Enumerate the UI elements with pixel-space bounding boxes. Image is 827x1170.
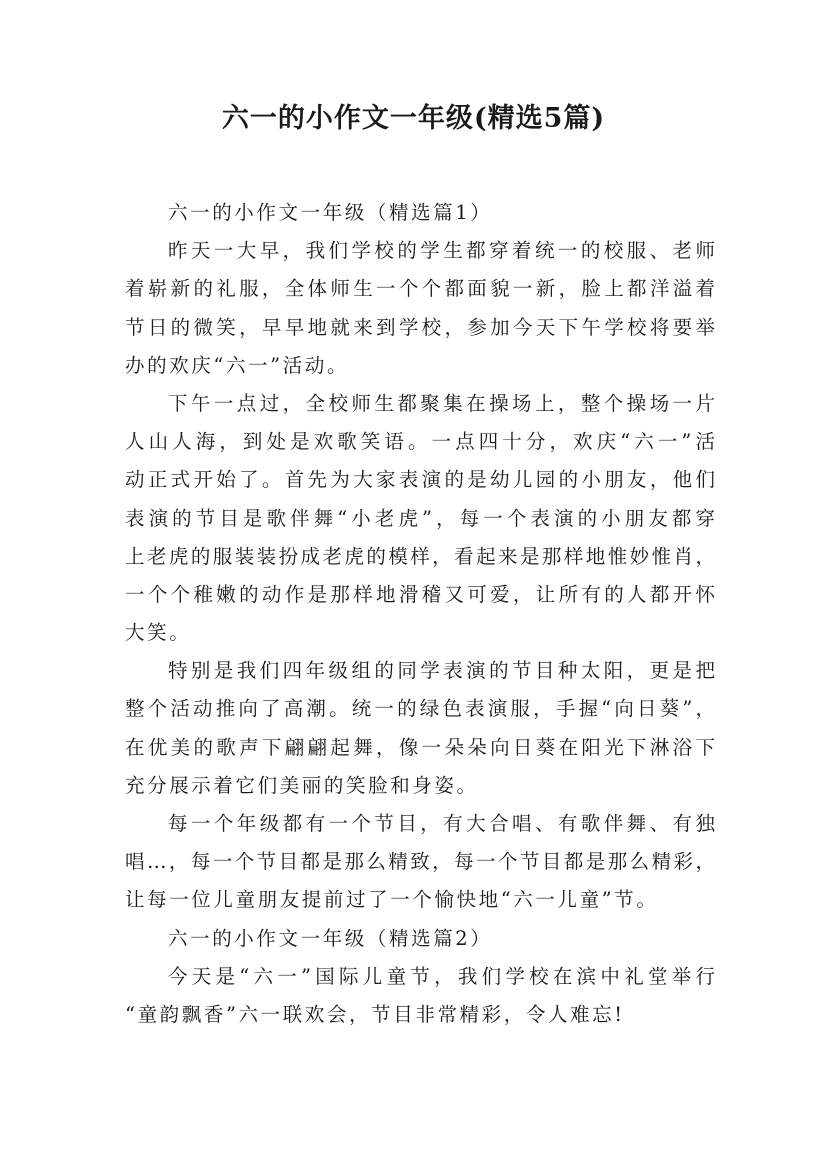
text-line: 特别是我们四年级组的同学表演的节目种太阳，更是把 <box>168 659 715 683</box>
text-line: 整个活动推向了高潮。统一的绿色表演服，手握“向日葵”， <box>125 697 715 721</box>
text-line: 动正式开始了。首先为大家表演的是幼儿园的小朋友，他们 <box>125 468 715 492</box>
text-line: 人山人海，到处是欢歌笑语。一点四十分，欢庆“六一”活 <box>125 430 715 454</box>
document-body <box>125 194 715 1034</box>
text-line: 节日的微笑，早早地就来到学校，参加今天下午学校将要举 <box>125 315 715 339</box>
text-line: 昨天一大早，我们学校的学生都穿着统一的校服、老师 <box>168 239 715 263</box>
text-line: 唱…，每一个节目都是那么精致，每一个节目都是那么精彩， <box>125 850 715 874</box>
text-line: 上老虎的服装装扮成老虎的模样，看起来是那样地惟妙惟肖， <box>125 544 715 568</box>
text-line: 表演的节目是歌伴舞“小老虎”，每一个表演的小朋友都穿 <box>125 506 715 530</box>
text-line: 一个个稚嫩的动作是那样地滑稽又可爱，让所有的人都开怀 <box>125 582 715 606</box>
text-line: 大笑。 <box>125 621 192 645</box>
text-line: 在优美的歌声下翩翩起舞，像一朵朵向日葵在阳光下淋浴下 <box>125 735 715 759</box>
text-line: 充分展示着它们美丽的笑脸和身姿。 <box>125 773 479 797</box>
page-title: 六一的小作文一年级(精选5篇) <box>221 103 606 134</box>
text-line: 每一个年级都有一个节目，有大合唱、有歌伴舞、有独 <box>168 812 715 835</box>
text-line: 让每一位儿童朋友提前过了一个愉快地“六一儿童”节。 <box>125 888 659 912</box>
text-line: 着崭新的礼服，全体师生一个个都面貌一新，脸上都洋溢着 <box>125 277 715 301</box>
text-line: 下午一点过，全校师生都聚集在操场上，整个操场一片 <box>168 391 715 415</box>
text-line: 今天是“六一”国际儿童节，我们学校在滨中礼堂举行 <box>168 964 715 988</box>
text-line: 六一的小作文一年级（精选篇1） <box>168 201 493 224</box>
text-line: “童韵飘香”六一联欢会，节目非常精彩，令人难忘! <box>125 1002 625 1026</box>
text-line: 办的欢庆“六一”活动。 <box>125 353 350 377</box>
text-line: 六一的小作文一年级（精选篇2） <box>168 926 493 950</box>
